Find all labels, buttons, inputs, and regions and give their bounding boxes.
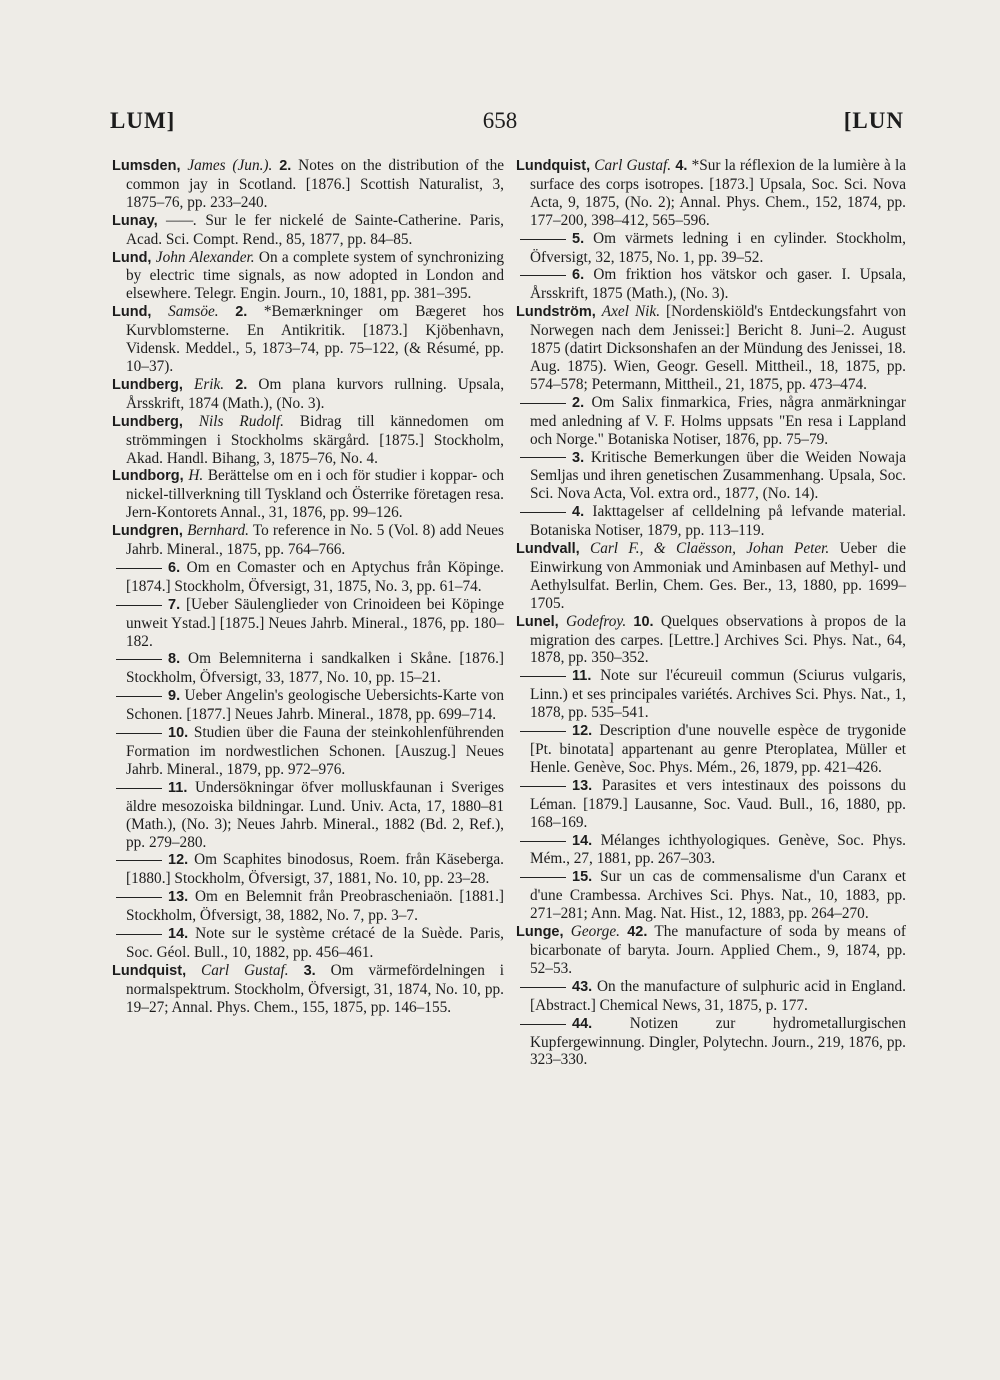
entry-text: The manufacture of soda by means of bicarbonate of baryta. Journ. Applied Chem., 9, 1874, pp. 52–53. (530, 923, 906, 977)
entry-number: 10. (168, 725, 189, 742)
running-head-left: LUM] (110, 108, 176, 133)
bibliography-entry (112, 249, 504, 304)
page-header (0, 108, 1000, 148)
entry-text: Om plana kurvors rullning. Upsala, Årsskrift, 1874 (Math.), (No. 3). (126, 375, 505, 412)
bibliography-entry (112, 303, 504, 376)
entry-number: 44. (572, 1015, 593, 1032)
entry-number: 4. (572, 504, 585, 521)
bibliography-entry (516, 303, 906, 394)
bibliography-entry (112, 962, 504, 1017)
entry-number: 43. (572, 978, 593, 995)
bibliography-entry (516, 613, 906, 668)
ditto-dash (520, 275, 566, 276)
entry-given-name: Carl Gustaf. (594, 157, 672, 174)
bibliography-entry (516, 777, 906, 832)
bibliography-entry (516, 230, 906, 267)
entry-text: Note sur l'écureuil commun (Sciurus vulgaris, Linn.) et ses principales variétés. Archives Sci. Phys. Nat., 1, 1878, pp. 535–541. (530, 667, 906, 722)
entry-text: Notizen zur hydrometallurgischen Kupfergewinnung. Dingler, Polytechn. Journ., 219, 1876, pp. 323–330. (530, 1014, 906, 1069)
entry-text: Ueber die Einwirkung von Ammoniak und Aminbasen auf Methyl- und Aethylsulfat. Berlin, Chem. Ges. Ber., 13, 1880, pp. 1699–1705. (530, 540, 906, 612)
entry-given-name: Bernhard. (187, 522, 249, 540)
bibliography-entry (112, 888, 504, 925)
ditto-dash (116, 659, 162, 660)
ditto-dash (520, 1024, 566, 1025)
bibliography-entry (516, 266, 906, 303)
entry-given-name: Axel Nik. (601, 303, 661, 321)
entry-number: 9. (168, 688, 181, 705)
entry-text: Bidrag till kännedomen om strömmingen i Stockholms skärgård. [1875.] Stockholm, Akad. Handl. Bihang, 3, 1875–76, No. 4. (126, 412, 505, 467)
bibliography-entry (112, 157, 504, 212)
entry-author: Lumsden, (112, 158, 181, 174)
entry-text: Om friktion hos vätskor och gaser. I. Upsala, Årsskrift, 1875 (Math.), (No. 3). (530, 266, 906, 303)
entry-number: 15. (572, 869, 593, 886)
ditto-dash (116, 860, 162, 861)
entry-text: Berättelse om en i och för studier i koppar- och nickel-tillverkning till Tyskland och Österrike företagen resa. Jern-Kontorets Annal., 31, 1876, pp. 99–126. (126, 467, 505, 522)
entry-given-name: Carl Gustaf. (201, 961, 289, 979)
entry-given-name: Erik. (193, 375, 225, 393)
entry-text: Notes on the distribution of the common jay in Scotland. [1876.] Scottish Naturalist, 3, 1875–76, pp. 233–240. (126, 157, 505, 211)
entry-number: 10. (633, 613, 654, 630)
bibliography-entry (112, 724, 504, 779)
bibliography-entry (112, 413, 504, 468)
entry-author: Lundgren, (112, 523, 183, 540)
entry-given-name: Carl F., & Claësson, Johan Peter. (590, 540, 830, 558)
ditto-dash (520, 987, 566, 988)
running-head-right: [LUN (843, 108, 904, 133)
entry-given-name: H. (188, 467, 204, 485)
bibliography-entry (112, 687, 504, 724)
entry-text: Note sur le système crétacé de la Suède. Paris, Soc. Géol. Bull., 10, 1882, pp. 456–461. (126, 925, 504, 961)
ditto-dash (520, 457, 566, 458)
entry-number: 3. (572, 449, 585, 466)
entry-author: Lundquist, (516, 158, 591, 174)
ditto-dash (116, 605, 162, 606)
entry-author: Lund, (112, 249, 152, 266)
entry-text: Quelques observations à propos de la migration des carpes. [Lettre.] Archives Sci. Phys. Nat., 64, 1878, pp. 350–352. (530, 612, 907, 667)
bibliography-entry (516, 449, 906, 504)
entry-author: Lunge, (516, 924, 564, 941)
ditto-dash (116, 733, 162, 734)
entry-text: Mélanges ichthyologiques. Genève, Soc. Phys. Mém., 27, 1881, pp. 267–303. (530, 831, 906, 868)
entry-text: Om Salix finmarkica, Fries, några anmärkningar med anledning af V. F. Holms uppsats "En resa i Lappland och Norge." Botaniska Notiser, 1876, pp. 75–79. (530, 393, 906, 448)
entry-text: Om Belemniterna i sandkalken i Skåne. [1876.] Stockholm, Öfversigt, 33, 1877, No. 10, pp. 15–21. (126, 650, 504, 687)
bibliography-entry (516, 722, 906, 777)
ditto-dash (520, 676, 566, 677)
entry-author: Lundvall, (516, 541, 580, 558)
ditto-dash (116, 568, 162, 569)
entry-number: 5. (572, 230, 585, 247)
entry-author: Lundberg, (112, 376, 183, 393)
entry-text: Sur un cas de commensalisme d'un Caranx et d'une Crambessa. Archives Sci. Phys. Nat., 10, 1883, pp. 271–281; Ann. Mag. Nat. Hist., 12, 1883, pp. 264–270. (530, 868, 906, 923)
bibliography-entry (112, 467, 504, 522)
bibliography-entry (112, 559, 504, 596)
entry-author: Lund, (112, 304, 152, 321)
entry-text: [Nordenskiöld's Entdeckungsfahrt von Norwegen nach dem Jenissei:] Bericht 8. Juni–2. August 1875 (datirt Dicksonshafen an der Mündung des Jenissei, 18. Aug. 1875). Wien, Geogr. Gesell. Mittheil., 18, 1875, pp. 574–578; Petermann, Mittheil., 21, 1875, pp. 473–474. (530, 303, 906, 393)
bibliography-entry (112, 212, 504, 249)
entry-text: Description d'une nouvelle espèce de trygonide [Pt. binotata] appartenant au genre Pteroplatea, Müller et Henle. Genève, Soc. Phys. Mém., 26, 1879, pp. 421–426. (530, 722, 906, 776)
bibliography-entry (516, 540, 906, 613)
ditto-dash (116, 934, 162, 935)
entry-number: 2. (235, 304, 248, 321)
entry-given-name: Godefroy. (565, 612, 627, 630)
entry-number: 14. (572, 832, 593, 849)
ditto-dash (520, 877, 566, 878)
entry-given-name: John Alexander. (155, 248, 255, 266)
entry-author: Lundquist, (112, 962, 187, 979)
entry-text: Undersökningar öfver molluskfaunan i Sveriges äldre mesozoiska bildningar. Lund. Univ. Acta, 17, 1880–81 (Math.), (No. 3); Neues Jahrb. Mineral., 1882 (Bd. 2, Ref.), pp. 279–280. (126, 778, 504, 851)
entry-given-name: ——. (165, 211, 197, 229)
entry-number: 2. (279, 158, 292, 174)
entry-number: 42. (627, 924, 648, 941)
ditto-dash (520, 403, 566, 404)
ditto-dash (520, 786, 566, 787)
entry-author: Lundström, (516, 304, 596, 321)
entry-author: Lunel, (516, 613, 559, 630)
entry-number: 14. (168, 926, 189, 943)
entry-number: 3. (303, 962, 316, 979)
bibliography-entry (516, 832, 906, 869)
ditto-dash (520, 841, 566, 842)
entry-number: 6. (168, 559, 181, 576)
ditto-dash (520, 731, 566, 732)
entry-number: 7. (168, 596, 181, 613)
bibliography-entry (516, 667, 906, 722)
entry-author: Lundborg, (112, 468, 184, 485)
entry-number: 13. (572, 777, 593, 794)
entry-number: 4. (675, 158, 688, 174)
entry-text: Om en Comaster och en Aptychus från Köpinge. [1874.] Stockholm, Öfversigt, 31, 1875, No. 3, pp. 61–74. (126, 558, 504, 595)
bibliography-entry (112, 650, 504, 687)
entry-given-name: George. (570, 923, 620, 941)
ditto-dash (116, 788, 162, 789)
entry-text: Om värmets ledning i en cylinder. Stockholm, Öfversigt, 32, 1875, No. 1, pp. 39–52. (530, 229, 906, 266)
bibliography-entry (112, 376, 504, 413)
ditto-dash (116, 897, 162, 898)
bibliography-entry (112, 925, 504, 962)
bibliography-entry (112, 596, 504, 651)
page-number: 658 (482, 108, 518, 133)
entry-number: 8. (168, 651, 181, 668)
entry-text: [Ueber Säulenglieder von Crinoideen bei Köpinge unweit Ystad.] [1875.] Neues Jahrb. Mineral., 1876, pp. 180–182. (126, 595, 504, 650)
entry-text: On a complete system of synchronizing by electric time signals, as now adopted in London and elsewhere. Telegr. Engin. Journ., 10, 1881, pp. 381–395. (126, 248, 504, 303)
bibliography-entry (516, 394, 906, 449)
entry-text: Iakttagelser af celldelning på lefvande material. Botaniska Notiser, 1879, pp. 113–119. (530, 503, 906, 540)
ditto-dash (116, 696, 162, 697)
entry-text: Ueber Angelin's geologische Uebersichts-Karte von Schonen. [1877.] Neues Jahrb. Mineral., 1878, pp. 699–714. (126, 687, 504, 724)
entry-text: Studien über die Fauna der steinkohlenführenden Formation im nordwestlichen Schonen. [Auszug.] Neues Jahrb. Mineral., 1879, pp. 972–976. (126, 724, 505, 778)
right-column (516, 157, 906, 1069)
bibliography-entry (112, 851, 504, 888)
entry-text: Om en Belemnit från Preobrascheniaön. [1881.] Stockholm, Öfversigt, 38, 1882, No. 7, pp. 3–7. (126, 888, 504, 925)
entry-text: Parasites et vers intestinaux des poissons du Léman. [1879.] Lausanne, Soc. Vaud. Bull., 16, 1880, pp. 168–169. (530, 776, 906, 831)
entry-text: Om Scaphites binodosus, Roem. från Käseberga. [1880.] Stockholm, Öfversigt, 37, 1881, No. 10, pp. 23–28. (126, 851, 504, 888)
left-column (112, 157, 504, 1017)
bibliography-entry (516, 1015, 906, 1070)
entry-text: *Bemærkninger om Bægeret hos Kurvblomsterne. En Antikritik. [1873.] Kjöbenhavn, Vidensk. Meddel., 5, 1873–74, pp. 75–122, (& Résumé, pp. 10–37). (126, 303, 505, 375)
entry-text: *Sur la réflexion de la lumière à la surface des corps isotropes. [1873.] Upsala, Soc. Sci. Nova Acta, 9, 1875, (No. 2); Annal. Phys. Chem., 152, 1874, pp. 177–200, 398–412, 565–596. (530, 157, 907, 229)
entry-text: On the manufacture of sulphuric acid in England. [Abstract.] Chemical News, 31, 1875, p. 177. (530, 977, 906, 1014)
bibliography-entry (516, 868, 906, 923)
bibliography-entry (516, 503, 906, 540)
bibliography-entry (516, 978, 906, 1015)
ditto-dash (520, 512, 566, 513)
entry-text: Kritische Bemerkungen über die Weiden Nowaja Semljas und ihren genetischen Zusammenhang. Upsala, Soc. Sci. Nova Acta, Vol. extra ord., 1877, (No. 14). (530, 448, 907, 503)
entry-number: 12. (572, 723, 593, 740)
entry-number: 2. (572, 394, 585, 411)
entry-number: 2. (235, 376, 248, 393)
entry-number: 11. (168, 779, 188, 796)
entry-given-name: Nils Rudolf. (198, 412, 284, 430)
entry-text: Om värmefördelningen i normalspektrum. Stockholm, Öfversigt, 31, 1874, No. 10, pp. 19–27; Annal. Phys. Chem., 155, 1875, pp. 146–155. (126, 961, 505, 1016)
entry-number: 12. (168, 852, 189, 869)
bibliography-entry (516, 923, 906, 978)
entry-author: Lundberg, (112, 413, 183, 430)
bibliography-entry (516, 157, 906, 230)
entry-given-name: James (Jun.). (187, 157, 273, 174)
ditto-dash (520, 239, 566, 240)
entry-number: 11. (572, 668, 592, 685)
entry-number: 6. (572, 267, 585, 284)
entry-given-name: Samsöe. (168, 303, 219, 321)
entry-text: Sur le fer nickelé de Sainte-Catherine. Paris, Acad. Sci. Compt. Rend., 85, 1877, pp. 84–85. (126, 211, 505, 248)
entry-text: To reference in No. 5 (Vol. 8) add Neues Jahrb. Mineral., 1875, pp. 764–766. (126, 522, 504, 559)
bibliography-entry (112, 779, 504, 852)
bibliography-entry (112, 522, 504, 559)
entry-number: 13. (168, 889, 189, 906)
entry-author: Lunay, (112, 212, 158, 229)
